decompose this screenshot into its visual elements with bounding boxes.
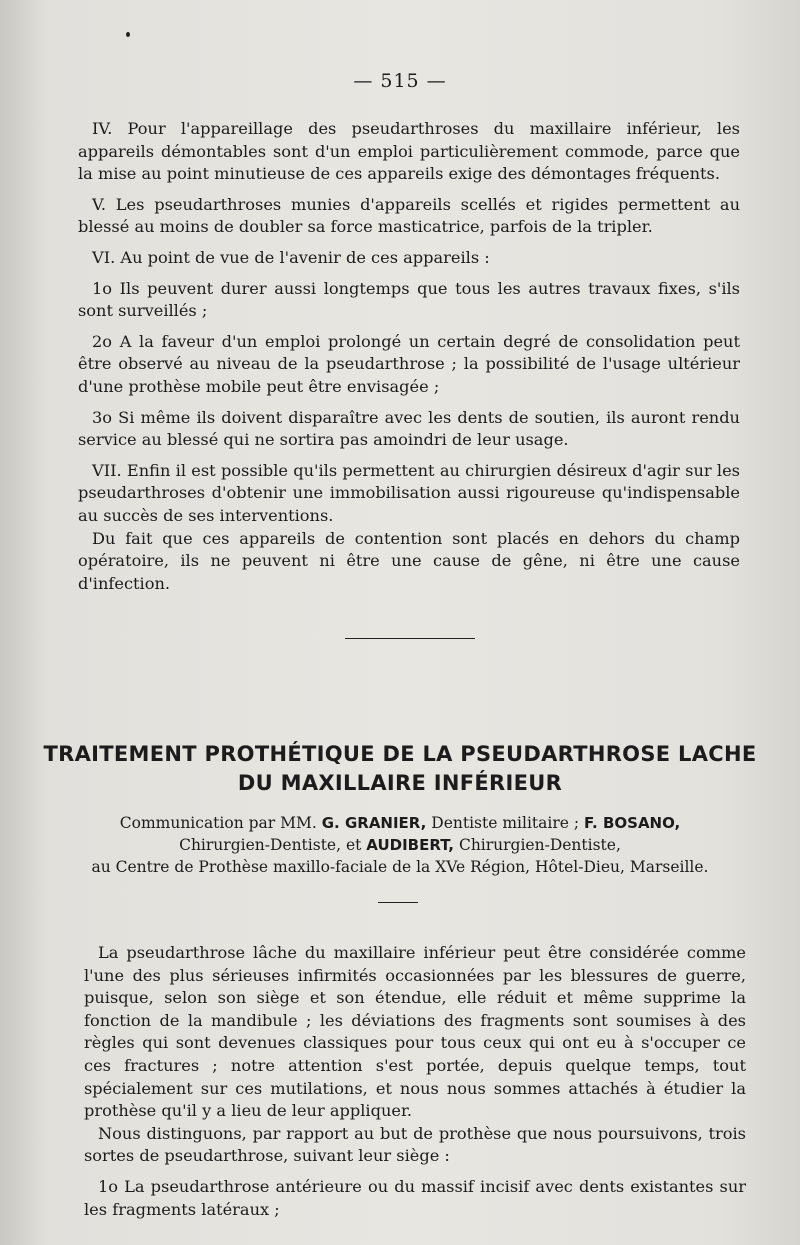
affiliation: au Centre de Prothèse maxillo-faciale de la XVe Région, Hôtel-Dieu, Marseille. <box>91 858 709 876</box>
ink-speck <box>126 32 130 37</box>
byline-prefix: Communication par MM. <box>119 814 317 832</box>
article-paragraph-3: 1o La pseudarthrose antérieure ou du massif incisif avec dents existantes sur les fragments latéraux ; <box>84 1176 746 1219</box>
article-title-line-1: TRAITEMENT PROTHÉTIQUE DE LA PSEUDARTHROSE LACHE <box>43 742 757 766</box>
role-audibert: Chirurgien-Dentiste, <box>458 836 621 854</box>
page-number: — 515 — <box>353 70 447 92</box>
role-granier: Dentiste militaire ; <box>431 814 580 832</box>
author-granier: G. GRANIER, <box>321 814 427 832</box>
section-divider <box>345 638 475 639</box>
article-title-line-2: DU MAXILLAIRE INFÉRIEUR <box>237 771 563 795</box>
paragraph-iv: IV. Pour l'appareillage des pseudarthroses du maxillaire inférieur, les appareils démontables sont d'un emploi particulièrement commode, parce que la mise au point minutieuse de ces appareils exige des démontages fréquents. <box>78 119 740 184</box>
article-paragraph-1: La pseudarthrose lâche du maxillaire inférieur peut être considérée comme l'une des plus sérieuses infirmités occasionnées par les blessures de guerre, puisque, selon son siège et son étendue, elle réduit et même supprime la fonction de la mandibule ; les déviations des fragments sont soumises à des règles qui sont devenues classiques pour tous ceux qui ont eu à s'occuper ce ces fractures ; notre attention s'est portée, depuis quelque temps, tout spécialement sur ces mutilations, et nous nous sommes attachés à étudier la prothèse qu'il y a lieu de leur appliquer. <box>84 943 746 1121</box>
author-audibert: AUDIBERT, <box>366 836 455 854</box>
paragraph-vi-2: 2o A la faveur d'un emploi prolongé un certain degré de consolidation peut être observé au niveau de la pseudarthrose ; la possibilité de l'usage ultérieur d'une prothèse mobile peut être envisagée ; <box>78 331 740 396</box>
article-paragraph-2: Nous distinguons, par rapport au but de prothèse que nous poursuivons, trois sortes de pseudarthrose, suivant leur siège : <box>84 1123 746 1166</box>
byline <box>0 812 800 878</box>
paragraph-vii-continued: Du fait que ces appareils de contention sont placés en dehors du champ opératoire, ils ne peuvent ni être une cause de gêne, ni être une cause d'infection. <box>78 528 740 593</box>
paragraph-vi-1: 1o Ils peuvent durer aussi longtemps que tous les autres travaux fixes, s'ils sont surveillés ; <box>78 278 740 321</box>
byline-divider <box>378 902 418 903</box>
paragraph-vii: VII. Enfin il est possible qu'ils permettent au chirurgien désireux d'agir sur les pseudarthroses d'obtenir une immobilisation aussi rigoureuse qu'indispensable au succès de ses interventions. <box>78 460 740 525</box>
author-bosano: F. BOSANO, <box>584 814 681 832</box>
paragraph-v: V. Les pseudarthroses munies d'appareils scellés et rigides permettent au blessé au moins de doubler sa force masticatrice, parfois de la tripler. <box>78 194 740 237</box>
article-body <box>84 942 746 1221</box>
paragraph-vi: VI. Au point de vue de l'avenir de ces appareils : <box>92 247 490 267</box>
article-title <box>0 740 800 798</box>
paragraph-vi-3: 3o Si même ils doivent disparaître avec les dents de soutien, ils auront rendu service au blessé qui ne sortira pas amoindri de leur usage. <box>78 407 740 450</box>
role-bosano: Chirurgien-Dentiste, et <box>179 836 362 854</box>
conclusions-section <box>78 118 740 595</box>
